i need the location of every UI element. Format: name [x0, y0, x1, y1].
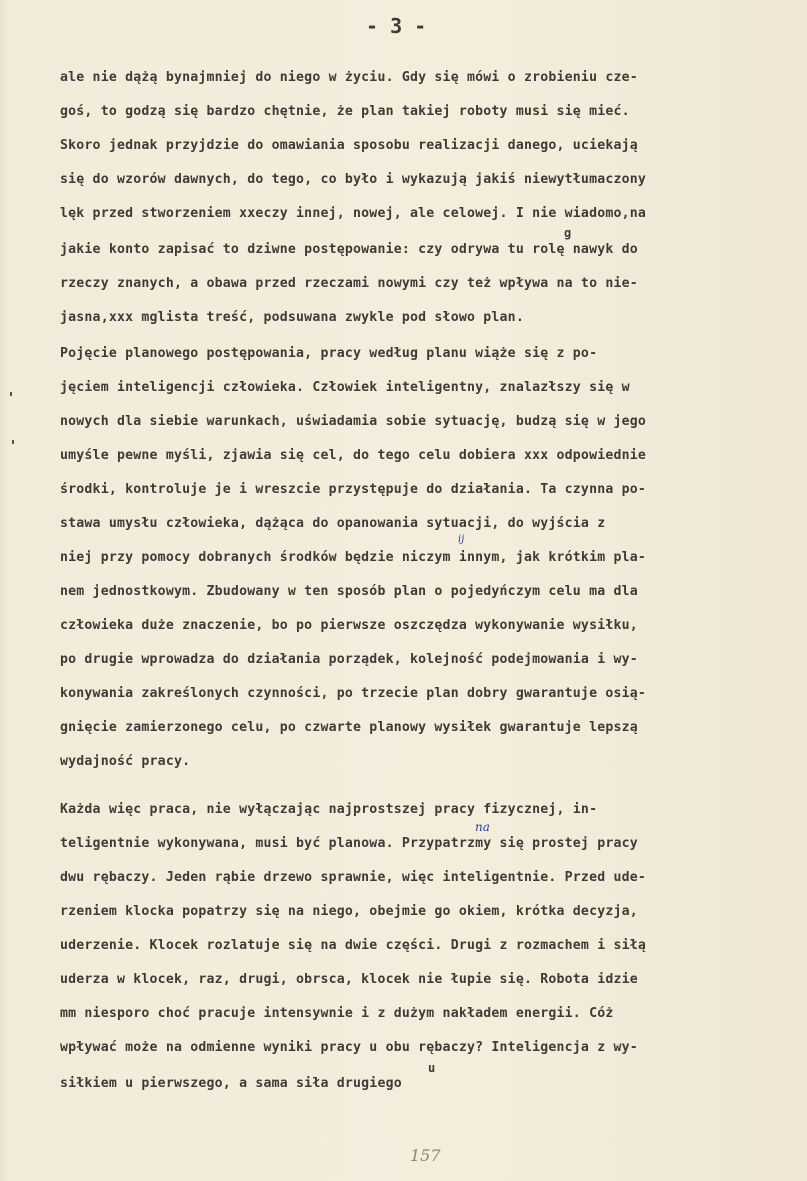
margin-mark: [12, 440, 14, 444]
text-line: stawa umysłu człowieka, dążąca do opanowania sytuacji, do wyjścia z: [60, 516, 606, 531]
archive-page-mark: 157: [410, 1146, 441, 1165]
text-line: nowych dla siebie warunkach, uświadamia sobie sytuację, budzą się w jego: [60, 414, 647, 429]
text-line: jakie konto zapisać to dziwne postępowanie: czy odrywa tu rolę nawyk do: [60, 242, 638, 257]
text-line: uderza w klocek, raz, drugi, obrsca, klocek nie łupie się. Robota idzie: [60, 972, 638, 987]
text-line: konywania zakreślonych czynności, po trzecie plan dobry gwarantuje osią-: [60, 686, 647, 701]
text-line: jasna,xxx mglista treść, podsuwana zwykle pod słowo plan.: [60, 310, 524, 325]
text-line: teligentnie wykonywana, musi być planowa. Przypatrzmy się prostej pracy: [60, 836, 638, 851]
text-line: jęciem inteligencji człowieka. Człowiek inteligentny, znalazłszy się w: [60, 380, 630, 395]
text-line: nem jednostkowym. Zbudowany w ten sposób plan o pojedyńczym celu ma dla: [60, 584, 638, 599]
text-line: wpływać może na odmienne wyniki pracy u obu rębaczy? Inteligencja z wy-: [60, 1040, 638, 1055]
text-line: Pojęcie planowego postępowania, pracy według planu wiąże się z po-: [60, 346, 598, 361]
page-number: - 3 -: [366, 14, 427, 38]
text-line: człowieka duże znaczenie, bo po pierwsze oszczędza wykonywanie wysiłku,: [60, 618, 638, 633]
text-line: dwu rębaczy. Jeden rąbie drzewo sprawnie, więc inteligentnie. Przed ude-: [60, 870, 647, 885]
text-line: gnięcie zamierzonego celu, po czwarte planowy wysiłek gwarantuje lepszą: [60, 720, 638, 735]
text-line: się do wzorów dawnych, do tego, co było i wykazują jakiś niewytłumaczony: [60, 172, 647, 187]
text-line: uderzenie. Klocek rozlatuje się na dwie części. Drugi z rozmachem i siłą: [60, 938, 647, 953]
text-line: niej przy pomocy dobranych środków będzie niczym innym, jak krótkim pla-: [60, 550, 647, 565]
handwritten-correction-mark: ij: [458, 534, 465, 545]
text-line: wydajność pracy.: [60, 754, 191, 769]
text-line: mm niesporo choć pracuje intensywnie i z dużym nakładem energii. Cóż: [60, 1006, 614, 1021]
text-line: ale nie dążą bynajmniej do niego w życiu. Gdy się mówi o zrobieniu cze-: [60, 70, 638, 85]
text-line: po drugie wprowadza do działania porządek, kolejność podejmowania i wy-: [60, 652, 638, 667]
text-line: lęk przed stworzeniem xxeczy innej, nowej, ale celowej. I nie wiadomo,na: [60, 206, 647, 221]
handwritten-correction-na: na: [475, 820, 490, 834]
text-line: umyśle pewne myśli, zjawia się cel, do tego celu dobiera xxx odpowiednie: [60, 448, 647, 463]
text-line: rzeniem klocka popatrzy się na niego, obejmie go okiem, krótka decyzja,: [60, 904, 638, 919]
text-line: Skoro jednak przyjdzie do omawiania sposobu realizacji danego, uciekają: [60, 138, 638, 153]
text-line: Każda więc praca, nie wyłączając najprostszej pracy fizycznej, in-: [60, 802, 598, 817]
text-line: rzeczy znanych, a obawa przed rzeczami nowymi czy też wpływa na to nie-: [60, 276, 638, 291]
text-line: siłkiem u pierwszego, a sama siła drugiego: [60, 1076, 402, 1091]
typed-correction-u: u: [428, 1061, 436, 1075]
text-line: środki, kontroluje je i wreszcie przystępuje do działania. Ta czynna po-: [60, 482, 647, 497]
margin-mark: [10, 392, 12, 396]
typed-correction-g: g: [564, 226, 572, 240]
text-line: goś, to godzą się bardzo chętnie, że plan takiej roboty musi się mieć.: [60, 104, 630, 119]
